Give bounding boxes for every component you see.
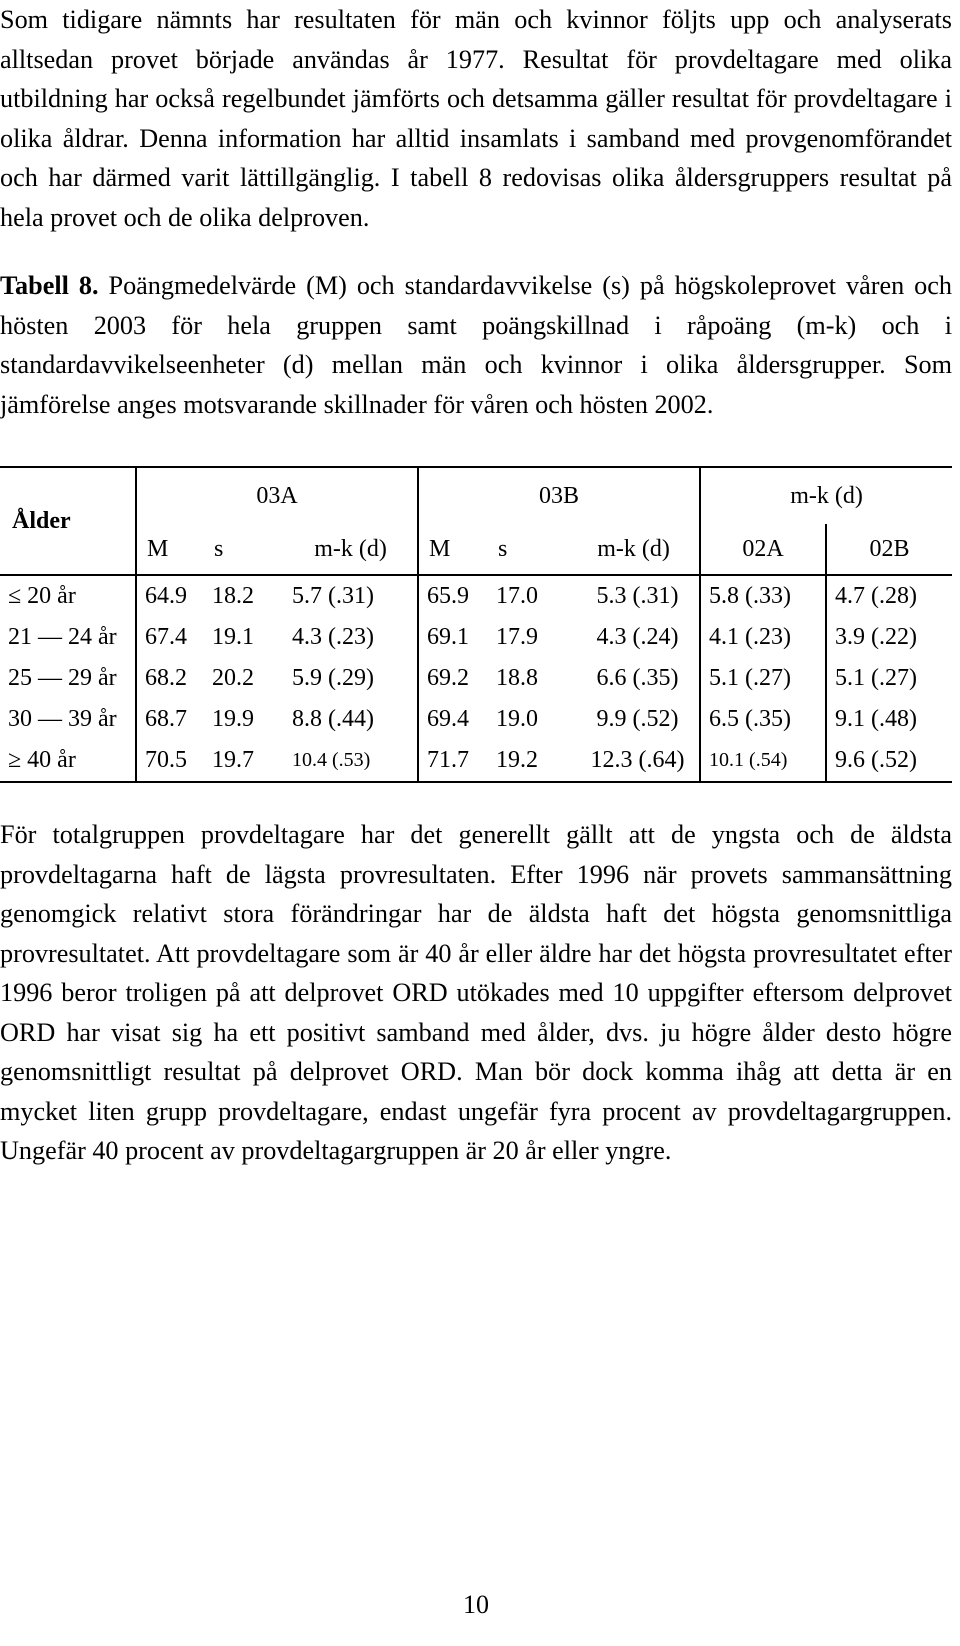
table-caption-label: Tabell 8. <box>0 271 99 300</box>
value-cell: 69.4 <box>418 699 488 740</box>
value-cell: 12.3 (.64) <box>568 740 700 782</box>
age-cell: ≥ 40 år <box>0 740 136 782</box>
value-cell: 3.9 (.22) <box>826 617 952 658</box>
value-cell: 5.1 (.27) <box>826 658 952 699</box>
value-cell: 70.5 <box>136 740 204 782</box>
value-cell: 6.5 (.35) <box>700 699 826 740</box>
value-cell: 68.7 <box>136 699 204 740</box>
intro-paragraph <box>0 0 952 237</box>
age-cell: 30 — 39 år <box>8 706 117 732</box>
value-cell: 18.2 <box>212 583 254 609</box>
subheader-03a-s: s <box>204 524 284 575</box>
value-cell: 19.2 <box>488 740 568 782</box>
group-header-03a: 03A <box>136 467 418 524</box>
value-cell: 18.8 <box>496 665 539 691</box>
age-column-header: Ålder <box>0 467 136 575</box>
value-cell: 4.1 (.23) <box>700 617 826 658</box>
subheader-02a: 02A <box>700 524 826 575</box>
value-cell: 19.1 <box>212 624 254 650</box>
value-cell: 64.9 <box>136 575 204 617</box>
value-cell: 17.0 <box>496 583 539 609</box>
table-caption-text: Poängmedelvärde (M) och standardavvikelse (s) på högskoleprovet våren och hösten 2003 för hela gruppen samt poängskillnad i råpoäng (m-k) och i standardavvikelseenheter (d) mellan män och kvinnor i olika åldersgrupper. Som jämförelse anges motsvarande skillnader för våren och hösten 2002. <box>0 271 952 419</box>
value-cell: 9.9 (.52) <box>596 706 679 732</box>
value-cell: 9.6 (.52) <box>826 740 952 782</box>
value-cell: 4.7 (.28) <box>826 575 952 617</box>
value-cell: 10.1 (.54) <box>700 740 826 782</box>
value-cell: 4.3 (.23) <box>292 624 374 650</box>
group-header-compare: m-k (d) <box>700 467 952 524</box>
age-cell: 21 — 24 år <box>8 624 117 650</box>
subheader-03a-m: M <box>136 524 204 575</box>
table-row <box>0 740 952 782</box>
value-cell: 67.4 <box>136 617 204 658</box>
value-cell: 6.6 (.35) <box>596 665 679 691</box>
value-cell: 19.9 <box>212 706 254 732</box>
value-cell: 69.1 <box>418 617 488 658</box>
value-cell: 5.7 (.31) <box>292 583 374 609</box>
body-paragraph <box>0 815 952 1171</box>
subheader-03b-mk: m-k (d) <box>568 524 700 575</box>
value-cell: 5.9 (.29) <box>292 665 374 691</box>
subheader-03a-mk: m-k (d) <box>284 524 418 575</box>
value-cell: 19.0 <box>496 706 539 732</box>
group-header-03b: 03B <box>418 467 700 524</box>
age-results-table <box>0 466 952 783</box>
value-cell: 8.8 (.44) <box>292 706 374 732</box>
value-cell: 9.1 (.48) <box>826 699 952 740</box>
value-cell: 65.9 <box>418 575 488 617</box>
page-number: 10 <box>463 1590 489 1619</box>
subheader-03b-s: s <box>488 524 568 575</box>
table-row <box>0 699 952 740</box>
subheader-03b-m: M <box>418 524 488 575</box>
intro-text: Som tidigare nämnts har resultaten för män och kvinnor följts upp och analyserats alltsedan provet började användas år 1977. Resultat för provdeltagare med olika utbildning har också regelbundet jämförts och detsamma gäller resultat för provdeltagare i olika åldrar. Denna information har alltid insamlats i samband med provgenomförandet och har därmed varit lättillgänglig. I tabell 8 redovisas olika åldersgruppers resultat på hela provet och de olika delproven. <box>0 5 952 232</box>
subheader-02b: 02B <box>826 524 952 575</box>
value-cell: 17.9 <box>496 624 539 650</box>
age-cell: 25 — 29 år <box>8 665 117 691</box>
table-row <box>0 658 952 699</box>
value-cell: 5.3 (.31) <box>596 583 679 609</box>
table-caption <box>0 266 952 424</box>
body-text: För totalgruppen provdeltagare har det generellt gällt att de yngsta och de äldsta provdeltagarna haft de lägsta provresultaten. Efter 1996 när provets sammansättning genomgick relativt stora förändringar har de äldsta haft det högsta genomsnittliga provresultatet. Att provdeltagare som är 40 år eller äldre har det högsta provresultatet efter 1996 beror troligen på att delprovet ORD utökades med 10 uppgifter eftersom delprovet ORD har visat sig ha ett positivt samband med ålder, dvs. ju högre ålder desto högre genomsnittligt resultat på delprovet ORD. Man bör dock komma ihåg att detta är en mycket liten grupp provdeltagare, endast ungefär fyra procent av provdeltagargruppen. Ungefär 40 procent av provdeltagargruppen är 20 år eller yngre. <box>0 820 952 1165</box>
value-cell: 10.4 (.53) <box>284 740 418 782</box>
value-cell: 5.1 (.27) <box>700 658 826 699</box>
table-row <box>0 575 952 617</box>
value-cell: 71.7 <box>418 740 488 782</box>
age-results-table-container <box>0 466 952 783</box>
value-cell: 20.2 <box>212 665 254 691</box>
value-cell: 5.8 (.33) <box>700 575 826 617</box>
value-cell: 4.3 (.24) <box>596 624 679 650</box>
age-cell: ≤ 20 år <box>8 583 76 609</box>
value-cell: 68.2 <box>136 658 204 699</box>
table-row <box>0 617 952 658</box>
value-cell: 19.7 <box>204 740 284 782</box>
value-cell: 69.2 <box>418 658 488 699</box>
